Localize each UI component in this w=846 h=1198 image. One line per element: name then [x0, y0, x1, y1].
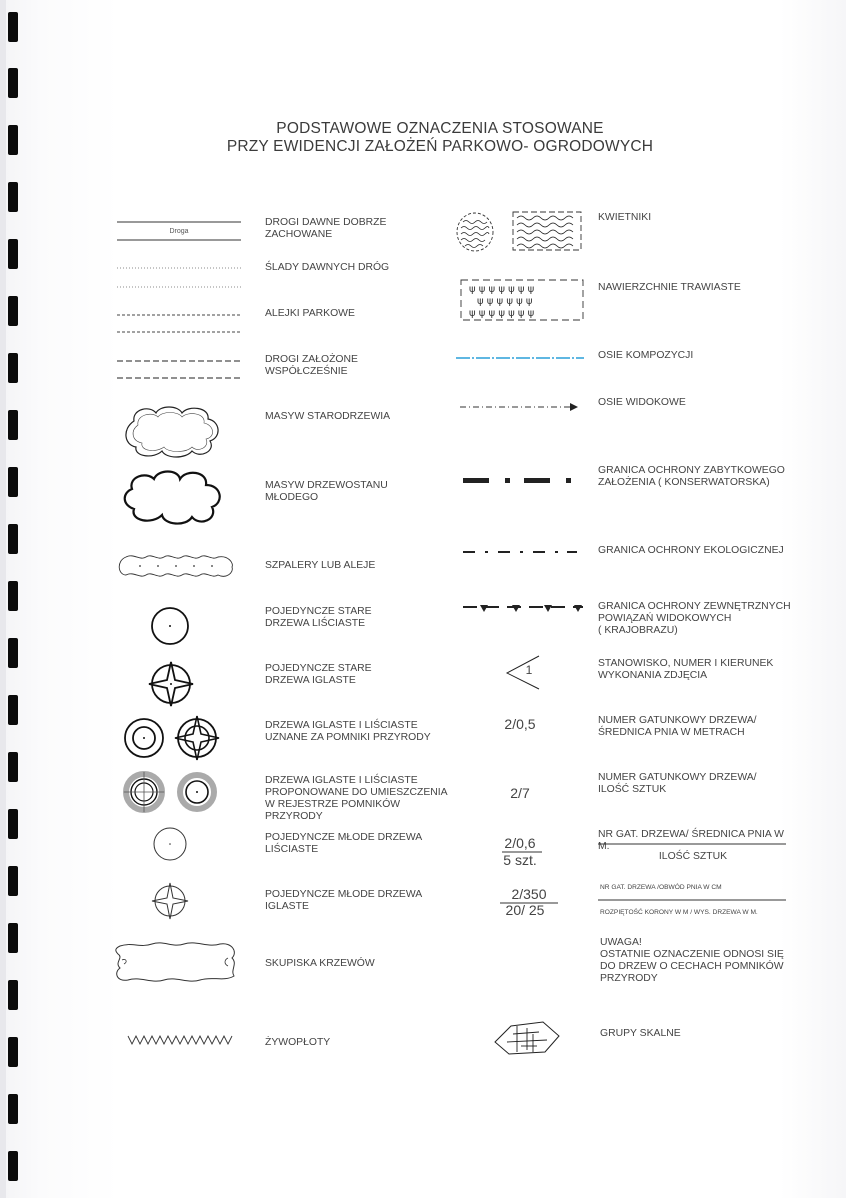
binding-hole [8, 467, 18, 497]
binding-hole [8, 1151, 18, 1181]
binding-hole [8, 923, 18, 953]
rows-alleys-symbol [118, 553, 236, 579]
proposed-conifer-symbol [122, 770, 166, 814]
legend-fraction1-bar [598, 843, 788, 845]
legend-fraction2-bottom-label: ROZPIĘTOŚĆ KORONY W M / WYS. DRZEWA W M. [600, 909, 758, 916]
legend-fraction1-bottom-label: ILOŚĆ SZTUK [658, 851, 728, 862]
legend-fraction2-top-label: NR GAT. DRZEWA /OBWÓD PNIA W CM [600, 884, 722, 891]
shrubs-symbol [112, 940, 240, 984]
binding-holes [8, 0, 20, 1198]
binding-hole [8, 866, 18, 896]
view-axis-symbol [460, 402, 582, 412]
road-traces-symbol [117, 265, 243, 291]
legend-old-deciduous-label: POJEDYNCZE STARE DRZEWA LIŚCIASTE [265, 606, 372, 629]
young-conifer-symbol [150, 881, 190, 921]
binding-hole [8, 809, 18, 839]
binding-hole [8, 239, 18, 269]
grass-symbol [459, 278, 585, 322]
binding-hole [8, 353, 18, 383]
fraction1-top: 2/0,6 [504, 835, 536, 851]
heritage-border-symbol [463, 476, 575, 486]
binding-hole [8, 638, 18, 668]
legend-photo-station-label: STANOWISKO, NUMER I KIERUNEK WYKONANIA ZDJĘCIA [598, 658, 774, 681]
rock-groups-symbol [493, 1020, 563, 1058]
legend-fraction2-bar [598, 899, 788, 901]
legend-flowerbeds-label: KWIETNIKI [598, 212, 652, 223]
legend-heritage-border-label: GRANICA OCHRONY ZABYTKOWEGO ZAŁOŻENIA ( KONSERWATORSKA) [598, 465, 785, 488]
old-deciduous-tree-symbol [150, 606, 190, 646]
road-label: Droga [169, 228, 189, 235]
species-diameter-example: 2/0,5 [504, 716, 536, 732]
binding-hole [8, 524, 18, 554]
legend-old-conifer-label: POJEDYNCZE STARE DRZEWA IGLASTE [265, 663, 372, 686]
binding-hole [8, 752, 18, 782]
note-text: UWAGA! OSTATNIE OZNACZENIE ODNOSI SIĘ DO DRZEW O CECHACH POMNIKÓW PRZYRODY [600, 937, 784, 984]
legend-landscape-border-label: GRANICA OCHRONY ZEWNĘTRZNYCH POWIĄZAŃ WIDOKOWYCH ( KRAJOBRAZU) [598, 601, 791, 636]
legend-monuments-label: DRZEWA IGLASTE I LIŚCIASTE UZNANE ZA POMNIKI PRZYRODY [265, 720, 431, 743]
binding-hole [8, 296, 18, 326]
species-count-example: 2/7 [510, 785, 530, 801]
legend-rows-alleys-label: SZPALERY LUB ALEJE [265, 560, 376, 571]
page-subtitle: PRZY EWIDENCJI ZAŁOŻEŃ PARKOWO- OGRODOWYCH [226, 138, 654, 155]
park-alleys-symbol [117, 312, 243, 336]
legend-ecological-border-label: GRANICA OCHRONY EKOLOGICZNEJ [598, 545, 784, 556]
svg-text:ψ ψ ψ ψ ψ ψ ψ: ψ ψ ψ ψ ψ ψ ψ [469, 308, 535, 319]
proposed-deciduous-symbol [176, 771, 218, 813]
binding-hole [8, 695, 18, 725]
binding-hole [8, 68, 18, 98]
binding-hole [8, 581, 18, 611]
monument-deciduous-symbol [122, 716, 166, 760]
svg-text:ψ ψ ψ ψ ψ ψ: ψ ψ ψ ψ ψ ψ [477, 296, 533, 307]
young-trees-mass-symbol [122, 467, 226, 527]
legend-grass-label: NAWIERZCHNIE TRAWIASTE [598, 282, 741, 293]
legend-fraction1-top-label: NR GAT. DRZEWA/ ŚREDNICA PNIA W M. [598, 829, 784, 852]
ecological-border-symbol [463, 548, 579, 556]
legend-composition-axis-label: OSIE KOMPOZYCJI [598, 350, 694, 361]
binding-hole [8, 1037, 18, 1067]
monument-conifer-symbol [174, 715, 220, 761]
legend-young-trees-mass-label: MASYW DRZEWOSTANU MŁODEGO [265, 480, 388, 503]
legend-old-trees-mass-label: MASYW STARODRZEWIA [265, 411, 391, 422]
binding-hole [8, 980, 18, 1010]
legend-shrubs-label: SKUPISKA KRZEWÓW [265, 958, 375, 969]
legend-hedges-label: ŻYWOPŁOTY [265, 1037, 331, 1048]
binding-hole [8, 410, 18, 440]
legend-species-diameter-label: NUMER GATUNKOWY DRZEWA/ ŚREDNICA PNIA W METRACH [598, 715, 757, 738]
fraction1-bottom: 5 szt. [503, 852, 537, 868]
fraction2-top: 2/350 [511, 886, 547, 902]
binding-hole [8, 12, 18, 42]
roads-new-symbol [117, 358, 243, 382]
page-title: PODSTAWOWE OZNACZENIA STOSOWANE [276, 120, 604, 137]
binding-hole [8, 1094, 18, 1124]
legend-species-count-label: NUMER GATUNKOWY DRZEWA/ ILOŚĆ SZTUK [598, 772, 757, 795]
composition-axis-symbol [456, 354, 586, 362]
legend-young-deciduous-label: POJEDYNCZE MŁODE DRZEWA LIŚCIASTE [265, 832, 423, 855]
legend-view-axis-label: OSIE WIDOKOWE [598, 397, 686, 408]
young-deciduous-symbol [152, 826, 188, 862]
old-trees-mass-symbol [122, 403, 226, 461]
binding-edge [0, 0, 6, 1198]
binding-hole [8, 125, 18, 155]
legend-rock-groups-label: GRUPY SKALNE [600, 1028, 681, 1039]
legend-road-old-label: DROGI DAWNE DOBRZE ZACHOWANE [265, 217, 387, 240]
legend-young-conifer-label: POJEDYNCZE MŁODE DRZEWA IGLASTE [265, 889, 423, 912]
legend-proposed-label: DRZEWA IGLASTE I LIŚCIASTE PROPONOWANE DO UMIESZCZENIA W REJESTRZE POMNIKÓW PRZYRODY [265, 775, 448, 822]
flowerbeds-symbol [455, 210, 585, 254]
photo-station-number: 1 [525, 663, 533, 677]
svg-text:ψ ψ ψ ψ ψ ψ ψ: ψ ψ ψ ψ ψ ψ ψ [469, 284, 535, 295]
binding-hole [8, 182, 18, 212]
hedges-symbol [128, 1034, 234, 1046]
landscape-border-symbol [463, 603, 585, 615]
fraction2-bottom: 20/ 25 [505, 902, 545, 918]
legend-road-traces-label: ŚLADY DAWNYCH DRÓG [265, 262, 390, 273]
legend-roads-new-label: DROGI ZAŁOŻONE WSPÓŁCZEŚNIE [265, 354, 358, 377]
legend-park-alleys-label: ALEJKI PARKOWE [265, 308, 355, 319]
old-conifer-tree-symbol [148, 661, 194, 707]
